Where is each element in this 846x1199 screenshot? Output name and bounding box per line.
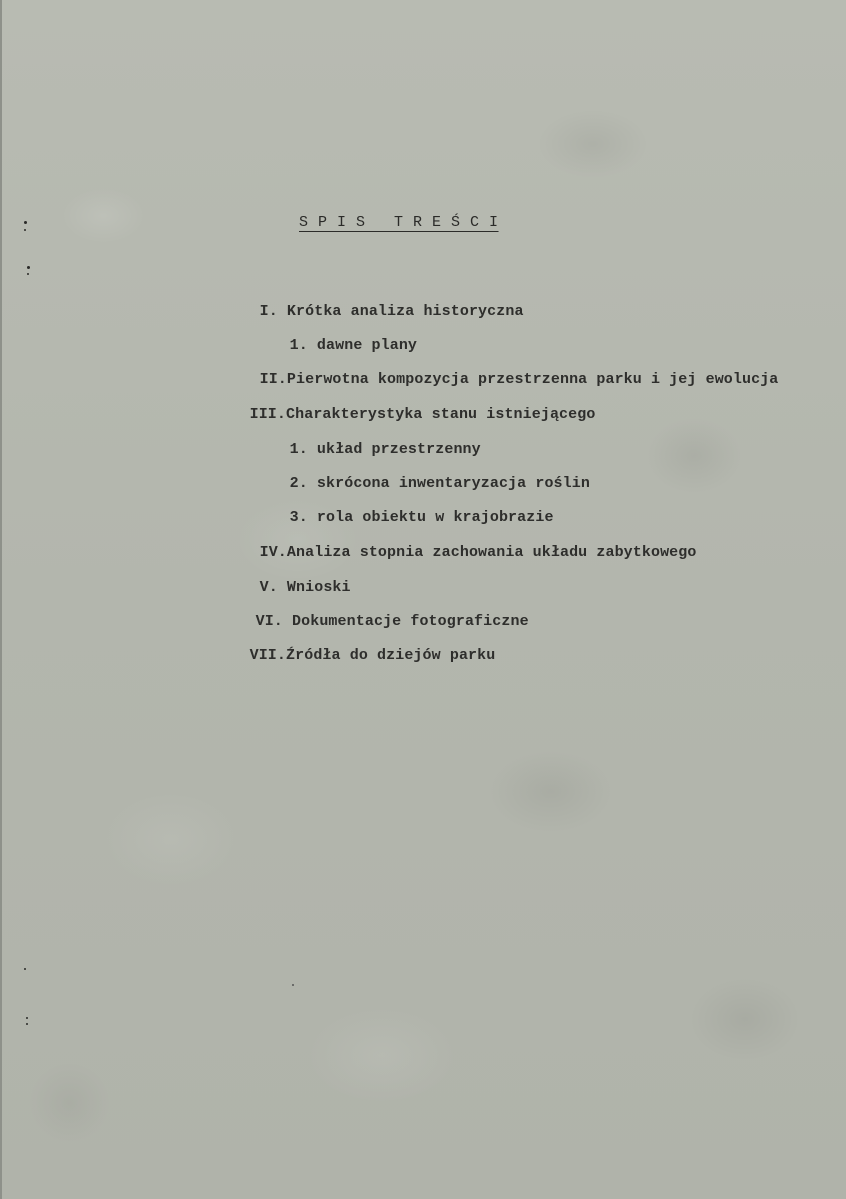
toc-entry-number: 2. [289, 475, 308, 492]
toc-entry-number: II. [259, 371, 287, 388]
paper-speck [24, 229, 26, 231]
toc-entry-number: 3. [289, 509, 308, 526]
paper-speck [24, 968, 26, 970]
paper-speck [24, 221, 27, 224]
toc-entry-number: 1. [289, 337, 308, 354]
toc-entry-number: 1. [289, 441, 308, 458]
page-title: S P I S T R E Ś C I [299, 214, 499, 231]
toc-entry-number: I. [259, 303, 278, 320]
toc-entry-text: układ przestrzenny [316, 441, 481, 458]
paper-speck [26, 1023, 28, 1025]
toc-entry-text: Źródła do dziejów parku [286, 647, 496, 664]
toc-entry-7 [195, 630, 495, 681]
toc-entry-text: skrócona inwentaryzacja roślin [316, 475, 590, 492]
toc-entry-number: VII. [249, 647, 287, 664]
toc-entry-text: dawne plany [316, 337, 418, 354]
toc-entry-text: Dokumentacje fotograficzne [292, 613, 529, 630]
toc-entry-text: Analiza stopnia zachowania układu zabytkowego [286, 544, 697, 561]
table-of-contents [2, 0, 846, 1199]
toc-entry-text: Pierwotna kompozycja przestrzenna parku i jej ewolucja [286, 371, 779, 388]
toc-entry-number: V. [259, 579, 278, 596]
toc-entry-text: Krótka analiza historyczna [286, 303, 524, 320]
toc-entry-number: IV. [259, 544, 287, 561]
toc-entry-text: Wnioski [286, 579, 351, 596]
paper-speck [27, 266, 30, 269]
toc-entry-number: III. [249, 406, 287, 423]
toc-entry-number: VI. [255, 613, 283, 630]
paper-speck [26, 1017, 28, 1019]
toc-entry-text: rola obiektu w krajobrazie [316, 509, 554, 526]
paper-speck [292, 984, 294, 986]
paper-speck [27, 273, 29, 275]
toc-entry-text: Charakterystyka stanu istniejącego [286, 406, 596, 423]
